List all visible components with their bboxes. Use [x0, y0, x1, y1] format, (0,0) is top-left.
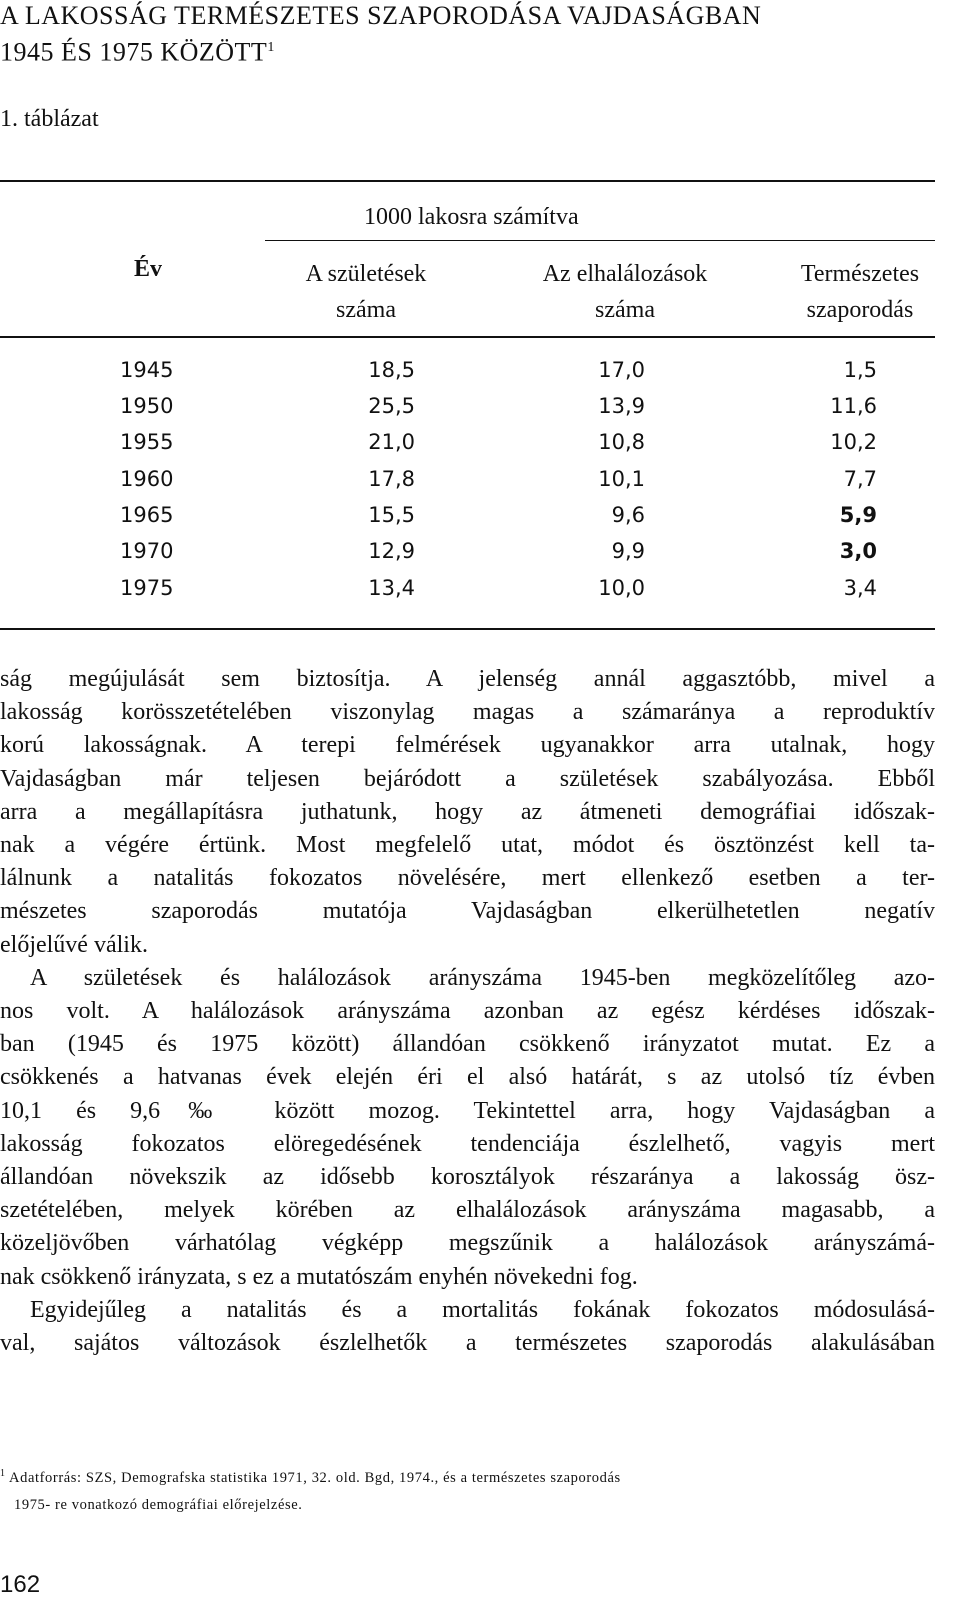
cell-natural: 3,4	[843, 576, 877, 600]
body-text	[0, 663, 935, 1360]
cell-year: 1965	[120, 503, 174, 527]
cell-natural: 7,7	[843, 467, 877, 491]
text-line: előjelűvé válik.	[0, 931, 148, 958]
cell-deaths: 10,0	[598, 576, 645, 600]
footnote-mark: 1	[0, 1468, 6, 1479]
table-row	[0, 539, 935, 575]
cell-births: 18,5	[368, 358, 415, 382]
paragraph-2	[0, 962, 935, 1294]
page-number: 162	[0, 1571, 41, 1598]
column-header-births: A születések száma	[305, 261, 427, 323]
cell-deaths: 10,8	[598, 430, 645, 454]
cell-deaths: 17,0	[598, 358, 645, 382]
cell-year: 1950	[120, 394, 174, 418]
cell-year: 1960	[120, 467, 174, 491]
text-line: ság megújulását sem biztosítja. A jelenség annál aggasztóbb, mivel a	[0, 666, 935, 692]
table-bottom-rule	[0, 628, 935, 630]
text-line: szetételében, melyek körében az elhalálozások arányszáma magasabb, a	[0, 1197, 935, 1224]
text-line: korú lakosságnak. A terepi felmérések ugyanakkor arra utalnak, hogy	[0, 732, 935, 759]
table-row	[0, 576, 935, 612]
cell-deaths: 10,1	[598, 467, 645, 491]
cell-natural: 10,2	[830, 430, 877, 454]
footnote-line-2: 1975- re vonatkozó demográfiai előrejelzése.	[14, 1496, 303, 1513]
column-header-year: Év	[134, 256, 163, 282]
table-top-rule	[0, 180, 935, 182]
cell-deaths: 13,9	[598, 394, 645, 418]
cell-births: 15,5	[368, 503, 415, 527]
cell-births: 12,9	[368, 539, 415, 563]
text-line: nak a végére értünk. Most megfelelő utat, módot és ösztönzést kell ta-	[0, 832, 935, 859]
footnote-line-1: $^1$ Adatforrás: SZS, Demografska statistika 1971, 32. old. Bgd, 1974., és a természetes szaporodás	[0, 1468, 621, 1486]
text-line: közeljövőben várhatólag végképp megszűnik a halálozások arányszámá-	[0, 1230, 935, 1257]
table-header-rule	[0, 336, 935, 338]
title-line-2: 1945 ÉS 1975 KÖZÖTT$^1$	[0, 37, 275, 67]
text-line: csökkenés a hatvanas évek elején éri el alsó határát, s az utolsó tíz évben	[0, 1064, 935, 1091]
cell-births: 25,5	[368, 394, 415, 418]
text-line: nak csökkenő irányzata, s ez a mutatószám enyhén növekedni fog.	[0, 1263, 638, 1290]
text-line: val, sajátos változások észlelhetők a természetes szaporodás alakulásában	[0, 1330, 935, 1357]
table-row	[0, 467, 935, 503]
cell-births: 21,0	[368, 430, 415, 454]
paragraph-1	[0, 663, 935, 962]
text-line: lálnunk a natalitás fokozatos növelésére, mert ellenkező esetben a ter-	[0, 865, 935, 892]
paragraph-3	[0, 1294, 935, 1360]
text-line: arra a megállapításra juthatunk, hogy az átmeneti demográfiai időszak-	[0, 798, 935, 825]
text-line: lakosság korösszetételében viszonylag magas a számaránya a reproduktív	[0, 699, 935, 726]
text-line: ban (1945 és 1975 között) állandóan csökkenő irányzatot mutat. Ez a	[0, 1031, 935, 1058]
table-row	[0, 358, 935, 394]
text-line: állandóan növekszik az idősebb korosztályok részaránya a lakosság ösz-	[0, 1164, 935, 1191]
cell-natural: 5,9	[839, 503, 877, 527]
cell-natural: 1,5	[843, 358, 877, 382]
text-line: Vajdaságban már teljesen bejáródott a születések szabályozása. Ebből	[0, 765, 935, 792]
footnote-ref: 1	[267, 40, 275, 55]
text-line: nos volt. A halálozások arányszáma azonban az egész kérdéses időszak-	[0, 998, 935, 1025]
table-caption: 1. táblázat	[0, 106, 99, 132]
column-header-deaths: Az elhalálozások száma	[542, 261, 708, 323]
table-group-header: 1000 lakosra számítva	[364, 204, 579, 230]
text-line: 10,1 és 9,6‰ között mozog. Tekintettel arra, hogy Vajdaságban a	[0, 1097, 935, 1124]
text-line: Egyidejűleg a natalitás és a mortalitás fokának fokozatos módosulásá-	[30, 1296, 935, 1323]
cell-year: 1970	[120, 539, 174, 563]
cell-year: 1975	[120, 576, 174, 600]
table-row	[0, 503, 935, 539]
cell-year: 1945	[120, 358, 174, 382]
cell-deaths: 9,6	[611, 503, 645, 527]
table-row	[0, 394, 935, 430]
table-group-rule	[265, 240, 935, 241]
text-line: mészetes szaporodás mutatója Vajdaságban elkerülhetetlen negatív	[0, 898, 935, 925]
column-header-natural-increase: Természetes szaporodás	[800, 261, 920, 323]
footnote	[0, 1460, 935, 1519]
cell-births: 13,4	[368, 576, 415, 600]
cell-natural: 11,6	[830, 394, 877, 418]
cell-natural: 3,0	[839, 539, 877, 563]
title-line-1: A LAKOSSÁG TERMÉSZETES SZAPORODÁSA VAJDASÁGBAN	[0, 1, 762, 30]
page-title	[0, 0, 761, 69]
text-line: A születések és halálozások arányszáma 1945-ben megközelítőleg azo-	[30, 964, 935, 991]
cell-deaths: 9,9	[611, 539, 645, 563]
table-row	[0, 430, 935, 466]
cell-year: 1955	[120, 430, 174, 454]
text-line: lakosság fokozatos elöregedésének tendenciája észlelhető, vagyis mert	[0, 1130, 935, 1157]
cell-births: 17,8	[368, 467, 415, 491]
